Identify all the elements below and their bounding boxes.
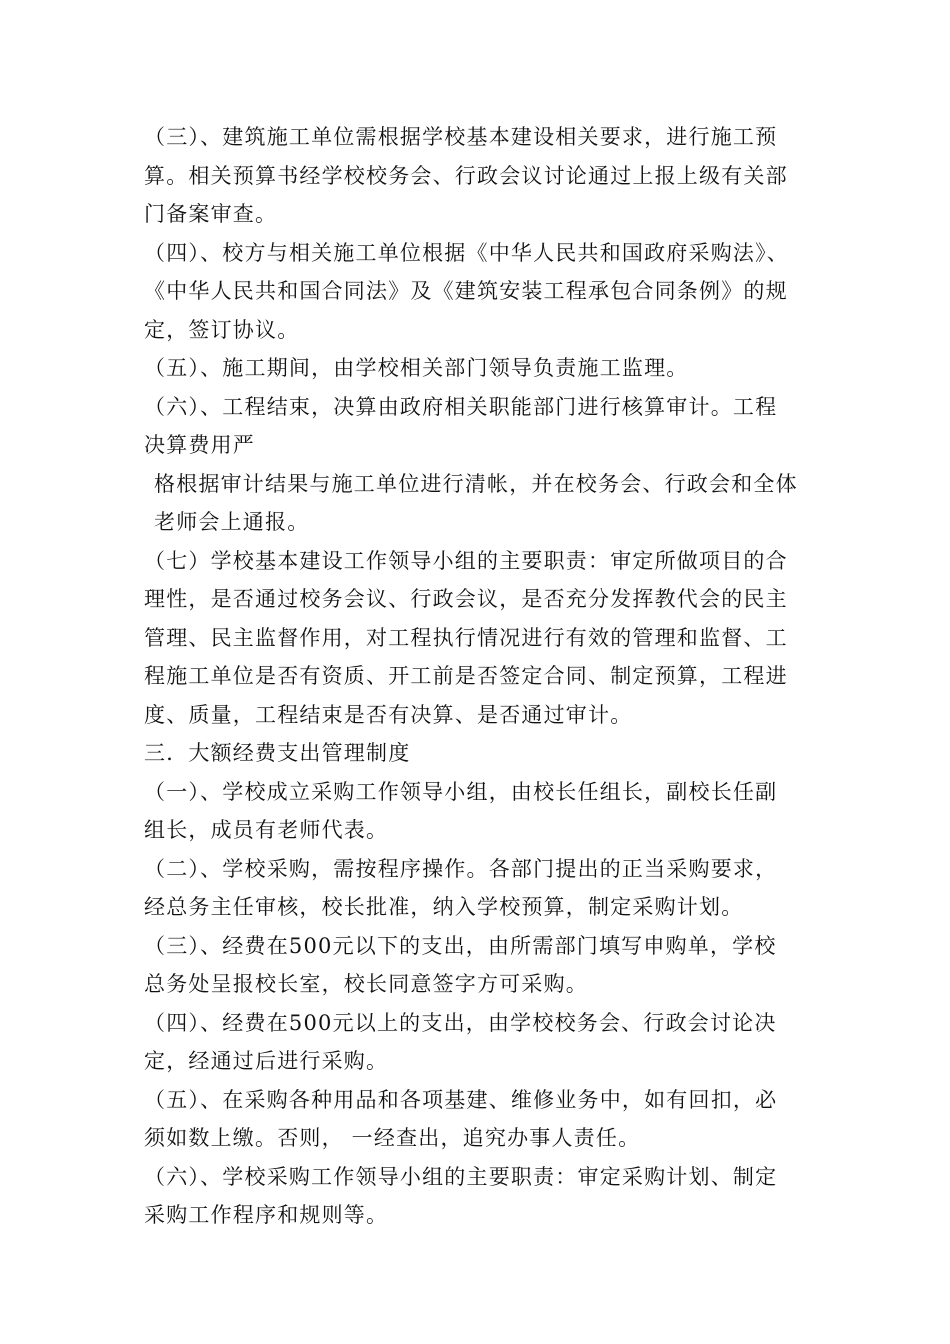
text-line: 格根据审计结果与施工单位进行清帐，并在校务会、行政会和全体 [154,471,798,496]
text-line: 决算费用严 [144,433,255,457]
text-line: （五）、在采购各种用品和各项基建、维修业务中，如有回扣，必 [144,1087,778,1112]
document-body [144,118,814,1235]
text-line: （六）、工程结束，决算由政府相关职能部门进行核算审计。工程 [144,394,778,419]
text-line: 组长，成员有老师代表。 [144,818,389,842]
text-line: 门备案审查。 [144,202,278,226]
text-line: 经总务主任审核，校长批准，纳入学校预算，制定采购计划。 [144,895,744,919]
text-line: （三）、建筑施工单位需根据学校基本建设相关要求，进行施工预 [144,125,778,149]
section-heading: 三．大额经费支出管理制度 [144,741,411,765]
text-line: （四）、经费在500元以上的支出，由学校校务会、行政会讨论决 [144,1010,777,1035]
text-line: 管理、民主监督作用，对工程执行情况进行有效的管理和监督、工 [144,625,788,650]
text-line: 须如数上缴。否则， 一经查出，追究办事人责任。 [144,1126,641,1150]
text-line: 度、质量，工程结束是否有决算、是否通过审计。 [144,702,633,727]
text-line: （四）、校方与相关施工单位根据《中华人民共和国政府采购法》、 [144,240,789,265]
text-line: 程施工单位是否有资质、开工前是否签定合同、制定预算，工程进 [144,664,788,688]
text-line: （三）、经费在500元以下的支出，由所需部门填写申购单，学校 [144,933,777,958]
text-line: （五）、施工期间，由学校相关部门领导负责施工监理。 [144,356,689,380]
text-line: 《中华人民共和国合同法》及《建筑安装工程承包合同条例》的规 [144,279,788,303]
text-line: 定，经通过后进行采购。 [144,1049,389,1073]
text-line: 总务处呈报校长室，校长同意签字方可采购。 [144,972,588,996]
text-line: （二）、学校采购，需按程序操作。各部门提出的正当采购要求， [144,856,778,881]
text-line: 采购工作程序和规则等。 [144,1203,389,1227]
text-line: （六）、学校采购工作领导小组的主要职责：审定采购计划、制定 [144,1164,778,1189]
text-line: 定，签订协议。 [144,317,300,342]
text-line: 算。相关预算书经学校校务会、行政会议讨论通过上报上级有关部 [144,163,788,188]
text-line: 老师会上通报。 [154,510,310,534]
text-line: 理性，是否通过校务会议、行政会议，是否充分发挥教代会的民主 [144,587,788,611]
text-line: （七）学校基本建设工作领导小组的主要职责：审定所做项目的合 [144,548,788,573]
text-line: （一）、学校成立采购工作领导小组，由校长任组长，副校长任副 [144,779,778,804]
